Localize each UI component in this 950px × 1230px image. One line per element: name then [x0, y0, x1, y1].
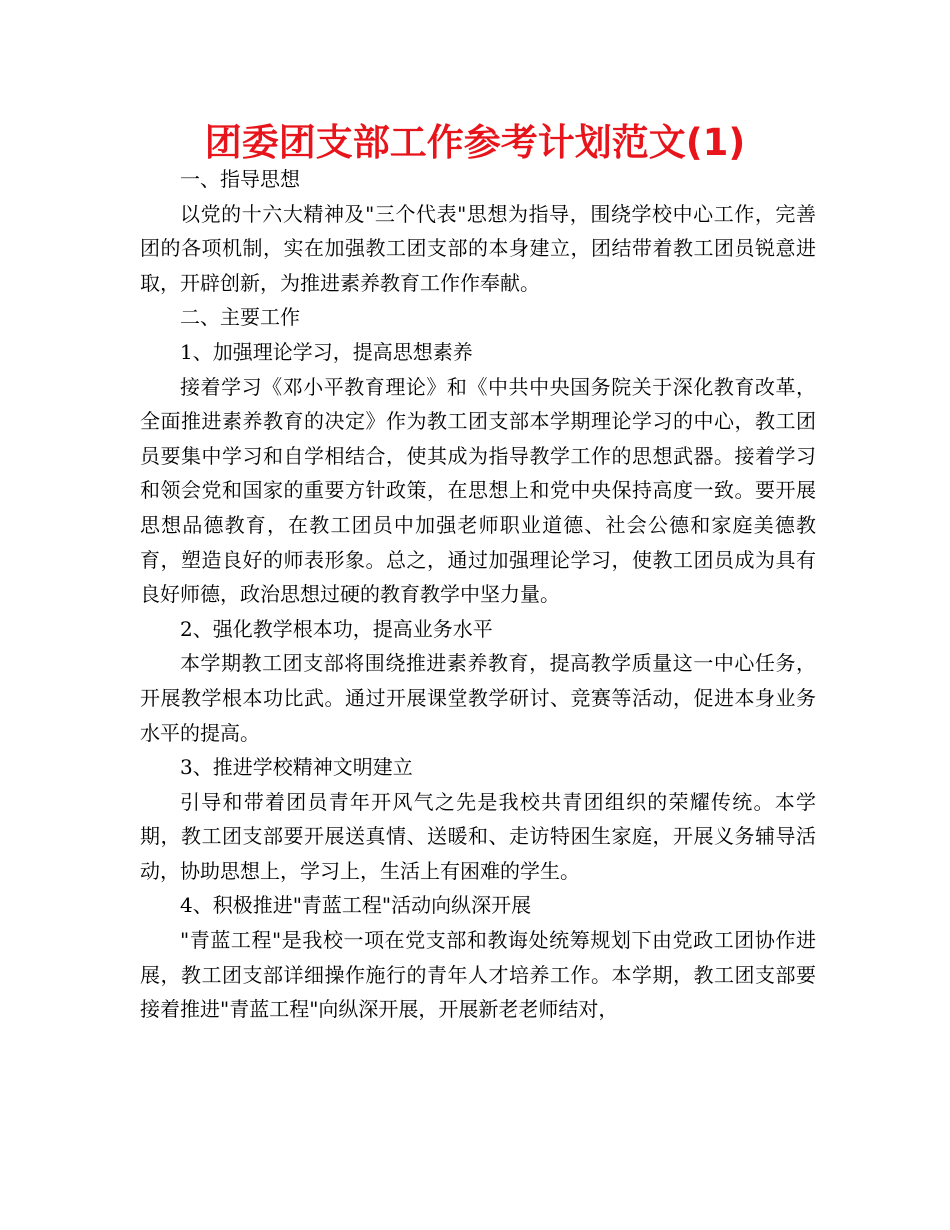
- paragraph: 引导和带着团员青年开风气之先是我校共青团组织的荣耀传统。本学期，教工团支部要开展送真情、送暖和、走访特困生家庭，开展义务辅导活动，协助思想上，学习上，生活上有困难的学生。: [140, 789, 816, 883]
- document-body: [140, 162, 816, 1027]
- subheading-teaching-skills: 2、强化教学根本功，提高业务水平: [180, 616, 493, 641]
- paragraph: 本学期教工团支部将围绕推进素养教育，提高教学质量这一中心任务，开展教学根本功比武。通过开展课堂教学研讨、竞赛等活动，促进本身业务水平的提高。: [140, 651, 816, 745]
- subheading-spiritual-civilization: 3、推进学校精神文明建立: [180, 755, 413, 780]
- subheading-theory-study: 1、加强理论学习，提高思想素养: [180, 339, 473, 364]
- paragraph: "青蓝工程"是我校一项在党支部和教诲处统筹规划下由党政工团协作进展，教工团支部详细操作施行的青年人才培养工作。本学期，教工团支部要接着推进"青蓝工程"向纵深开展，开展新老老师结对，: [140, 928, 816, 1022]
- paragraph: 以党的十六大精神及"三个代表"思想为指导，围绕学校中心工作，完善团的各项机制，实在加强教工团支部的本身建立，团结带着教工团员锐意进取，开辟创新，为推进素养教育工作作奉献。: [140, 201, 816, 295]
- section-heading-guiding-ideology: 一、指导思想: [180, 167, 300, 191]
- subheading-qinglan-project: 4、积极推进"青蓝工程"活动向纵深开展: [180, 893, 532, 918]
- document-title: 团委团支部工作参考计划范文(1): [204, 121, 746, 164]
- section-heading-main-work: 二、主要工作: [180, 305, 300, 330]
- paragraph: 接着学习《邓小平教育理论》和《中共中央国务院关于深化教育改革，全面推进素养教育的决定》作为教工团支部本学期理论学习的中心，教工团员要集中学习和自学相结合，使其成为指导教学工作的思想武器。接着学习和领会党和国家的重要方针政策，在思想上和党中央保持高度一致。要开展思想品德教育，在教工团员中加强老师职业道德、社会公德和家庭美德教育，塑造良好的师表形象。总之，通过加强理论学习，使教工团员成为具有良好师德，政治思想过硬的教育教学中坚力量。: [140, 374, 816, 607]
